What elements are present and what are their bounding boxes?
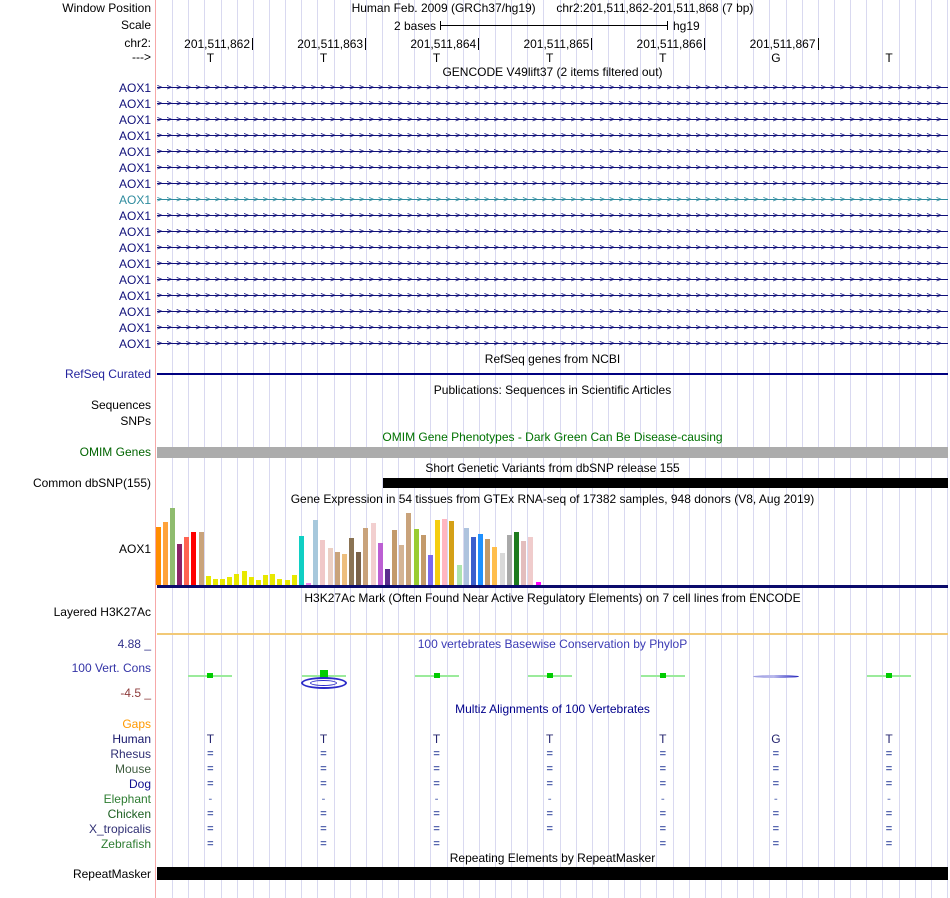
multiz-title: Multiz Alignments of 100 Vertebrates bbox=[455, 702, 650, 716]
alignment-mark: = bbox=[546, 763, 553, 775]
gtex-expression-bar bbox=[163, 522, 168, 585]
refseq-curated-label[interactable]: RefSeq Curated bbox=[64, 367, 151, 381]
alignment-mark: = bbox=[207, 748, 214, 760]
coordinate-label: 201,511,865 bbox=[523, 37, 590, 51]
alignment-mark: = bbox=[659, 778, 667, 790]
alignment-mark: - bbox=[660, 793, 665, 805]
coordinate-tick bbox=[591, 38, 592, 50]
gene-row[interactable] bbox=[157, 272, 948, 288]
gene-label-aox1[interactable]: AOX1 bbox=[118, 273, 151, 287]
gtex-expression-bar bbox=[464, 528, 469, 585]
refseq-title: RefSeq genes from NCBI bbox=[484, 352, 621, 366]
gtex-expression-bar bbox=[249, 577, 254, 585]
alignment-mark: = bbox=[433, 823, 440, 835]
alignment-mark: = bbox=[772, 763, 780, 775]
phylop-tick bbox=[660, 673, 666, 678]
coordinate-tick bbox=[365, 38, 366, 50]
alignment-mark: - bbox=[434, 793, 439, 805]
alignment-mark: = bbox=[885, 778, 893, 790]
multiz-species-human[interactable]: Human bbox=[112, 732, 151, 746]
gtex-expression-bar bbox=[234, 574, 239, 585]
gene-label-aox1[interactable]: AOX1 bbox=[118, 209, 151, 223]
alignment-mark: - bbox=[774, 793, 778, 805]
gtex-expression-bar bbox=[306, 583, 311, 585]
gtex-expression-bar bbox=[177, 544, 182, 585]
gtex-baseline bbox=[157, 585, 948, 588]
strand-arrows: >>>>>>>>>>>>>>>>>>>>>>>>>>>>>>>>>>>>>>>>>>>>>>>>>>>>>>>>>>>>>>>>>>>>>>>>>>>>>>>>>> bbox=[157, 83, 946, 93]
gtex-expression-bar bbox=[285, 580, 290, 585]
gene-label-aox1[interactable]: AOX1 bbox=[118, 305, 151, 319]
base-letter: T bbox=[546, 51, 554, 65]
gtex-expression-bar bbox=[378, 543, 383, 585]
gene-row[interactable] bbox=[157, 320, 948, 336]
phylop-max-value: 4.88 _ bbox=[117, 637, 151, 651]
gene-label-aox1[interactable]: AOX1 bbox=[118, 97, 151, 111]
gene-label-aox1[interactable]: AOX1 bbox=[118, 289, 151, 303]
gene-label-aox1[interactable]: AOX1 bbox=[118, 321, 151, 335]
gtex-expression-bar bbox=[184, 537, 189, 585]
alignment-mark: = bbox=[885, 823, 893, 835]
position-text: chr2:201,511,862-201,511,868 (7 bp) bbox=[556, 1, 754, 15]
gtex-expression-bar bbox=[392, 530, 397, 585]
strand-arrows: >>>>>>>>>>>>>>>>>>>>>>>>>>>>>>>>>>>>>>>>>>>>>>>>>>>>>>>>>>>>>>>>>>>>>>>>>>>>>>>>>> bbox=[157, 211, 946, 221]
gtex-expression-bar bbox=[414, 529, 419, 585]
multiz-species-dog[interactable]: Dog bbox=[128, 777, 151, 791]
alignment-mark: = bbox=[320, 778, 327, 790]
gene-label-aox1[interactable]: AOX1 bbox=[118, 145, 151, 159]
strand-arrows: >>>>>>>>>>>>>>>>>>>>>>>>>>>>>>>>>>>>>>>>>>>>>>>>>>>>>>>>>>>>>>>>>>>>>>>>>>>>>>>>>> bbox=[157, 259, 946, 269]
strand-arrows: >>>>>>>>>>>>>>>>>>>>>>>>>>>>>>>>>>>>>>>>>>>>>>>>>>>>>>>>>>>>>>>>>>>>>>>>>>>>>>>>>> bbox=[157, 131, 946, 141]
snps-label[interactable]: SNPs bbox=[120, 414, 151, 428]
alignment-mark: = bbox=[433, 778, 440, 790]
gtex-expression-bar bbox=[478, 534, 483, 585]
scale-value: 2 bases bbox=[393, 19, 436, 33]
alignment-mark: = bbox=[885, 808, 893, 820]
gtex-title: Gene Expression in 54 tissues from GTEx RNA-seq of 17382 samples, 948 donors (V8, Aug 2019) bbox=[290, 492, 815, 506]
gtex-expression-bar bbox=[191, 532, 196, 585]
gtex-expression-bar bbox=[277, 579, 282, 585]
base-letter: T bbox=[206, 51, 215, 65]
alignment-mark: = bbox=[207, 823, 214, 835]
multiz-species-mouse[interactable]: Mouse bbox=[114, 762, 151, 776]
assembly-text: Human Feb. 2009 (GRCh37/hg19) bbox=[351, 1, 536, 15]
coordinate-label: 201,511,864 bbox=[410, 37, 477, 51]
strand-arrows: >>>>>>>>>>>>>>>>>>>>>>>>>>>>>>>>>>>>>>>>>>>>>>>>>>>>>>>>>>>>>>>>>>>>>>>>>>>>>>>>>> bbox=[157, 179, 946, 189]
strand-arrows: >>>>>>>>>>>>>>>>>>>>>>>>>>>>>>>>>>>>>>>>>>>>>>>>>>>>>>>>>>>>>>>>>>>>>>>>>>>>>>>>>> bbox=[157, 227, 946, 237]
gtex-expression-bar bbox=[406, 513, 411, 585]
phylop-tick bbox=[207, 673, 213, 678]
gtex-expression-bar bbox=[328, 548, 333, 585]
h3k27ac-title: H3K27Ac Mark (Often Found Near Active Regulatory Elements) on 7 cell lines from ENCODE bbox=[304, 591, 801, 605]
gtex-expression-bar bbox=[242, 571, 247, 585]
alignment-mark: = bbox=[659, 808, 667, 820]
alignment-base: T bbox=[659, 732, 667, 746]
alignment-base: T bbox=[546, 732, 554, 746]
alignment-mark: = bbox=[320, 823, 327, 835]
strand-arrows: >>>>>>>>>>>>>>>>>>>>>>>>>>>>>>>>>>>>>>>>>>>>>>>>>>>>>>>>>>>>>>>>>>>>>>>>>>>>>>>>>> bbox=[157, 147, 946, 157]
phylop-tick bbox=[886, 673, 892, 678]
alignment-mark: = bbox=[207, 778, 214, 790]
phylop-annotation-circle-inner bbox=[310, 680, 337, 686]
gtex-gene-label[interactable]: AOX1 bbox=[118, 542, 151, 556]
gtex-expression-bar bbox=[421, 535, 426, 585]
gene-label-aox1[interactable]: AOX1 bbox=[118, 161, 151, 175]
gtex-expression-bar bbox=[342, 554, 347, 585]
phylop-min-value: -4.5 _ bbox=[120, 686, 151, 700]
gene-row[interactable] bbox=[157, 176, 948, 192]
strand-arrows: >>>>>>>>>>>>>>>>>>>>>>>>>>>>>>>>>>>>>>>>>>>>>>>>>>>>>>>>>>>>>>>>>>>>>>>>>>>>>>>>>> bbox=[157, 339, 946, 349]
gene-label-aox1[interactable]: AOX1 bbox=[118, 129, 151, 143]
strand-arrows: >>>>>>>>>>>>>>>>>>>>>>>>>>>>>>>>>>>>>>>>>>>>>>>>>>>>>>>>>>>>>>>>>>>>>>>>>>>>>>>>>> bbox=[157, 163, 946, 173]
alignment-base: T bbox=[885, 732, 893, 746]
strand-arrows: >>>>>>>>>>>>>>>>>>>>>>>>>>>>>>>>>>>>>>>>>>>>>>>>>>>>>>>>>>>>>>>>>>>>>>>>>>>>>>>>>> bbox=[157, 291, 946, 301]
gtex-expression-bar bbox=[199, 532, 204, 585]
alignment-mark: = bbox=[546, 748, 553, 760]
coordinate-tick bbox=[252, 38, 253, 50]
strand-arrows: >>>>>>>>>>>>>>>>>>>>>>>>>>>>>>>>>>>>>>>>>>>>>>>>>>>>>>>>>>>>>>>>>>>>>>>>>>>>>>>>>> bbox=[157, 275, 946, 285]
multiz-species-x_tropicalis[interactable]: X_tropicalis bbox=[88, 822, 151, 836]
dbsnp-track[interactable] bbox=[383, 478, 948, 488]
gtex-expression-bar bbox=[270, 574, 275, 585]
alignment-mark: = bbox=[320, 808, 327, 820]
gtex-expression-bar bbox=[363, 528, 368, 585]
gene-row[interactable] bbox=[157, 224, 948, 240]
gtex-expression-bar bbox=[206, 576, 211, 585]
multiz-species-elephant[interactable]: Elephant bbox=[103, 792, 151, 806]
alignment-mark: = bbox=[433, 748, 440, 760]
alignment-mark: = bbox=[772, 838, 780, 850]
phylop-tick bbox=[547, 673, 553, 678]
gtex-expression-bar bbox=[471, 537, 476, 585]
alignment-mark: = bbox=[207, 838, 214, 850]
alignment-mark: = bbox=[659, 763, 667, 775]
gtex-expression-bar bbox=[528, 537, 533, 585]
gene-row[interactable] bbox=[157, 112, 948, 128]
coordinate-tick bbox=[478, 38, 479, 50]
alignment-mark: = bbox=[320, 763, 327, 775]
gtex-expression-bar bbox=[256, 580, 261, 585]
omim-genes-track[interactable] bbox=[157, 447, 948, 458]
strand-arrows: >>>>>>>>>>>>>>>>>>>>>>>>>>>>>>>>>>>>>>>>>>>>>>>>>>>>>>>>>>>>>>>>>>>>>>>>>>>>>>>>>> bbox=[157, 99, 946, 109]
scale-genome: hg19 bbox=[673, 19, 700, 33]
gene-label-aox1[interactable]: AOX1 bbox=[118, 225, 151, 239]
gtex-expression-bar bbox=[227, 577, 232, 585]
alignment-mark: = bbox=[772, 748, 780, 760]
gene-label-aox1[interactable]: AOX1 bbox=[118, 241, 151, 255]
alignment-mark: = bbox=[433, 838, 440, 850]
alignment-mark: - bbox=[887, 793, 891, 805]
alignment-mark: = bbox=[320, 838, 327, 850]
alignment-mark: - bbox=[208, 793, 213, 805]
gtex-expression-bar bbox=[521, 541, 526, 585]
gtex-expression-bar bbox=[213, 579, 218, 585]
gtex-expression-bar bbox=[500, 553, 505, 585]
strand-arrows: >>>>>>>>>>>>>>>>>>>>>>>>>>>>>>>>>>>>>>>>>>>>>>>>>>>>>>>>>>>>>>>>>>>>>>>>>>>>>>>>>> bbox=[157, 115, 946, 125]
gtex-expression-bar bbox=[457, 565, 462, 585]
gtex-expression-bar bbox=[170, 508, 175, 585]
gene-row[interactable] bbox=[157, 256, 948, 272]
gtex-expression-bar bbox=[335, 552, 340, 585]
gene-row[interactable] bbox=[157, 144, 948, 160]
gtex-expression-bar bbox=[399, 545, 404, 585]
coordinate-tick bbox=[818, 38, 819, 50]
strand-arrows: >>>>>>>>>>>>>>>>>>>>>>>>>>>>>>>>>>>>>>>>>>>>>>>>>>>>>>>>>>>>>>>>>>>>>>>>>>>>>>>>>> bbox=[157, 243, 946, 253]
repeatmasker-title: Repeating Elements by RepeatMasker bbox=[449, 851, 656, 865]
alignment-mark: = bbox=[659, 823, 667, 835]
gene-row[interactable] bbox=[157, 336, 948, 352]
gene-row[interactable] bbox=[157, 288, 948, 304]
coordinate-label: 201,511,862 bbox=[184, 37, 250, 51]
gene-row[interactable] bbox=[157, 304, 948, 320]
publications-title: Publications: Sequences in Scientific Articles bbox=[433, 383, 672, 397]
gtex-expression-bar bbox=[514, 532, 519, 585]
phylop-tick bbox=[434, 673, 440, 678]
alignment-mark: = bbox=[433, 763, 440, 775]
gtex-expression-bar bbox=[371, 523, 376, 585]
phylop-negative-mark bbox=[753, 675, 799, 678]
scale-label: Scale bbox=[120, 18, 151, 32]
gene-label-aox1[interactable]: AOX1 bbox=[118, 193, 151, 207]
multiz-species-zebrafish[interactable]: Zebrafish bbox=[100, 837, 151, 851]
dbsnp-label[interactable]: Common dbSNP(155) bbox=[32, 476, 151, 490]
alignment-mark: = bbox=[546, 823, 553, 835]
h3k27ac-label[interactable]: Layered H3K27Ac bbox=[53, 605, 151, 619]
gtex-expression-bar bbox=[435, 520, 440, 585]
phylop-label[interactable]: 100 Vert. Cons bbox=[71, 661, 151, 675]
gene-row[interactable] bbox=[157, 96, 948, 112]
strand-arrows: >>>>>>>>>>>>>>>>>>>>>>>>>>>>>>>>>>>>>>>>>>>>>>>>>>>>>>>>>>>>>>>>>>>>>>>>>>>>>>>>>> bbox=[157, 323, 946, 333]
omim-genes-label[interactable]: OMIM Genes bbox=[79, 445, 151, 459]
alignment-mark: = bbox=[885, 748, 893, 760]
multiz-species-rhesus[interactable]: Rhesus bbox=[110, 747, 151, 761]
omim-title: OMIM Gene Phenotypes - Dark Green Can Be Disease-causing bbox=[382, 430, 723, 444]
gene-row[interactable] bbox=[157, 160, 948, 176]
coordinate-label: 201,511,866 bbox=[636, 37, 703, 51]
alignment-mark: = bbox=[659, 838, 667, 850]
sequences-label[interactable]: Sequences bbox=[90, 398, 151, 412]
gene-label-aox1[interactable]: AOX1 bbox=[118, 337, 151, 351]
gtex-expression-bar bbox=[220, 579, 225, 585]
gtex-expression-bar bbox=[507, 535, 512, 585]
multiz-species-gaps[interactable]: Gaps bbox=[122, 717, 151, 731]
alignment-mark: = bbox=[772, 808, 780, 820]
base-letter: T bbox=[885, 51, 893, 65]
alignment-mark: = bbox=[433, 808, 440, 820]
alignment-mark: - bbox=[321, 793, 326, 805]
gtex-expression-bar bbox=[356, 552, 361, 585]
scale-bar bbox=[440, 21, 668, 30]
gtex-expression-bar bbox=[320, 540, 325, 585]
gene-row[interactable] bbox=[157, 208, 948, 224]
alignment-mark: = bbox=[772, 778, 780, 790]
alignment-mark: = bbox=[885, 838, 893, 850]
refseq-curated-track[interactable] bbox=[157, 373, 948, 375]
gene-row[interactable] bbox=[157, 192, 948, 208]
base-letter: T bbox=[659, 51, 667, 65]
base-letter: T bbox=[432, 51, 441, 65]
strand-arrows: >>>>>>>>>>>>>>>>>>>>>>>>>>>>>>>>>>>>>>>>>>>>>>>>>>>>>>>>>>>>>>>>>>>>>>>>>>>>>>>>>> bbox=[157, 307, 946, 317]
gene-label-aox1[interactable]: AOX1 bbox=[118, 257, 151, 271]
alignment-mark: = bbox=[546, 808, 553, 820]
repeatmasker-label[interactable]: RepeatMasker bbox=[72, 867, 151, 881]
gtex-expression-bar bbox=[428, 555, 433, 585]
strand-label: ---> bbox=[132, 50, 151, 64]
phylop-title: 100 vertebrates Basewise Conservation by PhyloP bbox=[417, 637, 688, 651]
window-position-value bbox=[157, 2, 948, 15]
gtex-expression-bar bbox=[299, 536, 304, 585]
gtex-expression-bar bbox=[442, 519, 447, 585]
coordinate-label: 201,511,863 bbox=[297, 37, 364, 51]
gtex-expression-bar bbox=[349, 538, 354, 585]
gtex-expression-bar bbox=[292, 575, 297, 585]
gene-row[interactable] bbox=[157, 80, 948, 96]
window-position-label: Window Position bbox=[62, 1, 151, 15]
gtex-expression-bar bbox=[156, 527, 161, 585]
coordinate-label: 201,511,867 bbox=[749, 37, 816, 51]
gtex-expression-bar bbox=[385, 569, 390, 585]
gtex-expression-bar bbox=[263, 575, 268, 585]
dbsnp-title: Short Genetic Variants from dbSNP release 155 bbox=[425, 461, 680, 475]
alignment-base: T bbox=[432, 732, 441, 746]
gtex-expression-bar bbox=[492, 547, 497, 585]
gtex-expression-bar bbox=[449, 521, 454, 585]
h3k27ac-signal-line bbox=[157, 633, 948, 635]
multiz-species-chicken[interactable]: Chicken bbox=[107, 807, 151, 821]
gene-label-aox1[interactable]: AOX1 bbox=[118, 177, 151, 191]
gene-label-aox1[interactable]: AOX1 bbox=[118, 81, 151, 95]
gencode-title: GENCODE V49lift37 (2 items filtered out) bbox=[442, 65, 663, 79]
alignment-mark: = bbox=[546, 778, 553, 790]
base-letter: G bbox=[771, 51, 781, 65]
gene-row[interactable] bbox=[157, 128, 948, 144]
gene-row[interactable] bbox=[157, 240, 948, 256]
gtex-expression-bar bbox=[313, 520, 318, 585]
chrom-label: chr2: bbox=[124, 36, 151, 50]
alignment-base: T bbox=[319, 732, 328, 746]
gtex-expression-bar bbox=[536, 582, 541, 585]
alignment-mark: = bbox=[885, 763, 893, 775]
alignment-mark: = bbox=[207, 808, 214, 820]
coordinate-tick bbox=[704, 38, 705, 50]
repeatmasker-track[interactable] bbox=[157, 867, 948, 880]
alignment-mark: - bbox=[547, 793, 552, 805]
alignment-base: T bbox=[206, 732, 215, 746]
alignment-base: G bbox=[771, 732, 781, 746]
alignment-mark: = bbox=[659, 748, 667, 760]
left-boundary-line bbox=[155, 0, 156, 898]
base-letter: T bbox=[319, 51, 328, 65]
gtex-expression-bar bbox=[485, 539, 490, 585]
gene-label-aox1[interactable]: AOX1 bbox=[118, 113, 151, 127]
alignment-mark: = bbox=[207, 763, 214, 775]
alignment-mark: = bbox=[772, 823, 780, 835]
alignment-mark: = bbox=[320, 748, 327, 760]
strand-arrows: >>>>>>>>>>>>>>>>>>>>>>>>>>>>>>>>>>>>>>>>>>>>>>>>>>>>>>>>>>>>>>>>>>>>>>>>>>>>>>>>>> bbox=[157, 195, 946, 205]
